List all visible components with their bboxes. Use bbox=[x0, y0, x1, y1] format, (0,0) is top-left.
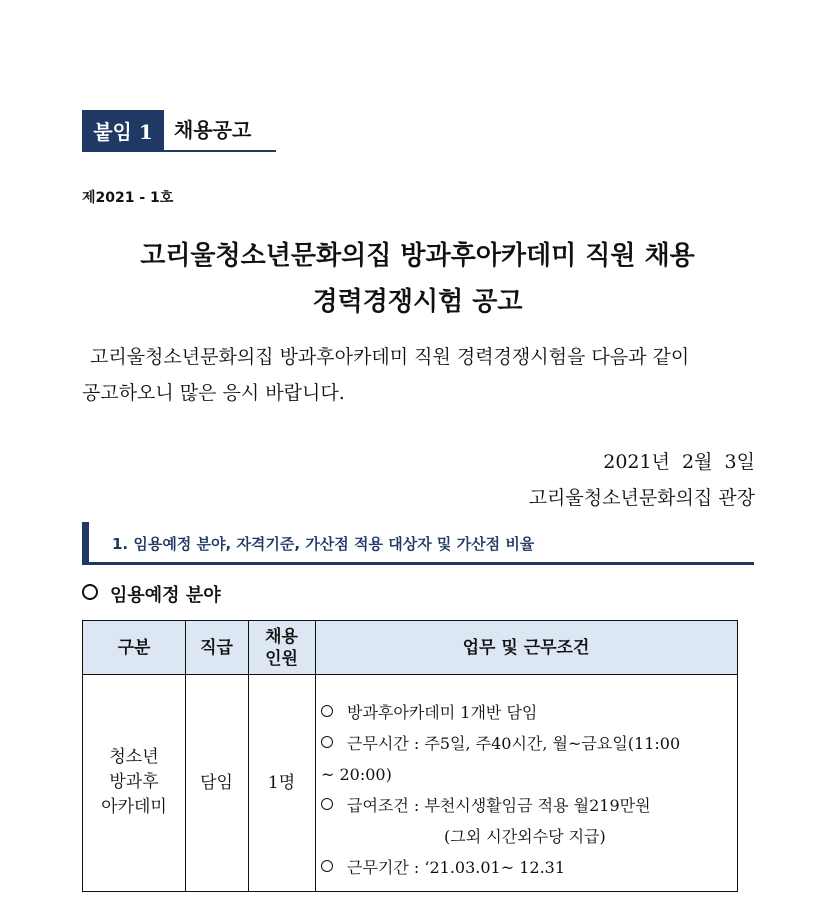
header-duties: 업무 및 근무조건 bbox=[462, 638, 590, 658]
announcement-date: 2021년 2월 3일 bbox=[603, 451, 755, 473]
row-category-line3: 아카데미 bbox=[101, 797, 167, 817]
duty-item-continuation: ~ 20:00) bbox=[321, 765, 392, 784]
circle-bullet-icon bbox=[321, 736, 333, 748]
section-underline bbox=[82, 562, 754, 565]
row-category bbox=[83, 675, 185, 890]
duty-item: 근무기간 : ‘21.03.01~ 12.31 bbox=[321, 852, 735, 883]
announcement-title-line2: 경력경쟁시험 공고 bbox=[312, 287, 523, 317]
section-title: 1. 임용예정 분야, 자격기준, 가산점 적용 대상자 및 가산점 비율 bbox=[112, 535, 535, 553]
intro-text-line1: 고리울청소년문화의집 방과후아카데미 직원 경력경쟁시험을 다음과 같이 bbox=[90, 346, 690, 368]
signer-name: 고리울청소년문화의집 관장 bbox=[528, 487, 755, 509]
announcement-title-line1: 고리울청소년문화의집 방과후아카데미 직원 채용 bbox=[140, 241, 695, 271]
header-position: 직급 bbox=[200, 638, 233, 658]
document-number: 제2021 - 1호 bbox=[82, 190, 174, 206]
section-marker-bar bbox=[82, 522, 89, 564]
circle-bullet-icon bbox=[321, 798, 333, 810]
duty-item: 급여조건 : 부천시생활임금 적용 월219만원 bbox=[321, 790, 735, 821]
duty-item: 근무시간 : 주5일, 주40시간, 월~금요일(11:00 bbox=[321, 728, 735, 759]
subsection-heading bbox=[82, 581, 221, 607]
header-hires-line1: 채용 bbox=[265, 627, 298, 647]
row-category-line2: 방과후 bbox=[109, 772, 159, 792]
row-duties bbox=[321, 697, 735, 883]
duty-item-note: (그외 시간외수당 지급) bbox=[444, 827, 606, 846]
attachment-underline bbox=[82, 150, 276, 152]
header-category: 구분 bbox=[117, 638, 151, 658]
attachment-title: 채용공고 bbox=[174, 118, 252, 142]
circle-bullet-icon bbox=[82, 584, 98, 600]
circle-bullet-icon bbox=[321, 705, 333, 717]
attachment-badge-label: 붙임 1 bbox=[93, 119, 153, 144]
row-position: 담임 bbox=[200, 772, 233, 793]
row-hires: 1명 bbox=[267, 772, 296, 793]
header-hires-line2: 인원 bbox=[265, 649, 298, 669]
circle-bullet-icon bbox=[321, 860, 333, 872]
attachment-badge bbox=[82, 110, 164, 150]
row-category-line1: 청소년 bbox=[109, 747, 159, 767]
header-hires bbox=[248, 621, 315, 675]
positions-table bbox=[82, 620, 738, 892]
subsection-title: 임용예정 분야 bbox=[110, 585, 221, 606]
duty-item: 방과후아카데미 1개반 담임 bbox=[321, 697, 735, 728]
intro-text-line2: 공고하오니 많은 응시 바랍니다. bbox=[82, 382, 345, 404]
